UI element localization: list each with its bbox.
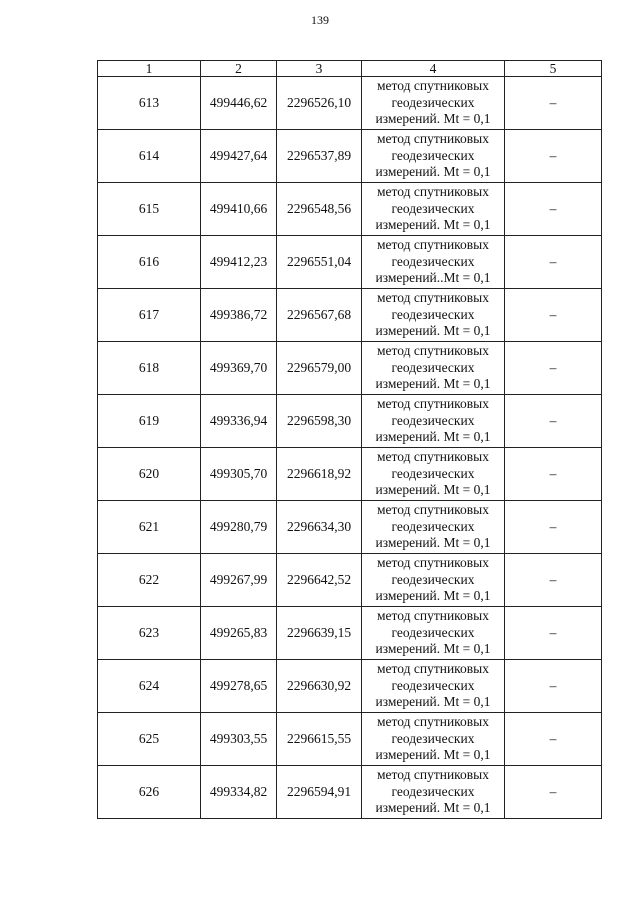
y-coordinate-cell: 2296567,68 <box>277 289 362 342</box>
method-text-line: метод спутниковых <box>377 78 489 94</box>
y-coordinate-cell: 2296634,30 <box>277 501 362 554</box>
y-coordinate-cell: 2296526,10 <box>277 77 362 130</box>
x-coordinate-cell: 499410,66 <box>201 183 277 236</box>
y-coordinate-cell: 2296639,15 <box>277 607 362 660</box>
y-coordinate-cell: 2296642,52 <box>277 554 362 607</box>
point-number-cell: 626 <box>98 766 201 819</box>
method-cell <box>362 607 505 660</box>
point-number-cell: 623 <box>98 607 201 660</box>
y-coordinate-cell: 2296594,91 <box>277 766 362 819</box>
method-text-line: измерений. Mt = 0,1 <box>375 376 491 392</box>
y-coordinate-cell: 2296630,92 <box>277 660 362 713</box>
method-text-line: геодезических <box>391 518 475 534</box>
point-number-cell: 619 <box>98 395 201 448</box>
note-cell: – <box>505 607 602 660</box>
method-text-line: метод спутниковых <box>377 396 489 412</box>
point-number-cell: 622 <box>98 554 201 607</box>
method-text-line: геодезических <box>391 94 475 110</box>
method-text-line: геодезических <box>391 571 475 587</box>
method-text-line: геодезических <box>391 624 475 640</box>
coordinates-table <box>97 60 602 819</box>
method-text-line: геодезических <box>391 359 475 375</box>
method-text-line: метод спутниковых <box>377 184 489 200</box>
page-number: 139 <box>311 13 329 27</box>
x-coordinate-cell: 499386,72 <box>201 289 277 342</box>
x-coordinate-cell: 499336,94 <box>201 395 277 448</box>
method-text-line: измерений. Mt = 0,1 <box>375 111 491 127</box>
x-coordinate-cell: 499278,65 <box>201 660 277 713</box>
method-text-line: измерений. Mt = 0,1 <box>375 429 491 445</box>
column-header-1: 1 <box>98 61 201 77</box>
method-text-line: измерений. Mt = 0,1 <box>375 800 491 816</box>
method-text-line: геодезических <box>391 200 475 216</box>
column-header-4: 4 <box>362 61 505 77</box>
note-cell: – <box>505 395 602 448</box>
y-coordinate-cell: 2296598,30 <box>277 395 362 448</box>
method-cell <box>362 77 505 130</box>
method-cell <box>362 289 505 342</box>
method-text-line: измерений. Mt = 0,1 <box>375 694 491 710</box>
method-text-line: геодезических <box>391 783 475 799</box>
table-row <box>98 130 602 183</box>
method-text-line: измерений. Mt = 0,1 <box>375 482 491 498</box>
note-cell: – <box>505 554 602 607</box>
table-row <box>98 236 602 289</box>
note-cell: – <box>505 183 602 236</box>
x-coordinate-cell: 499303,55 <box>201 713 277 766</box>
table-row <box>98 660 602 713</box>
x-coordinate-cell: 499446,62 <box>201 77 277 130</box>
method-text-line: геодезических <box>391 306 475 322</box>
method-cell <box>362 342 505 395</box>
method-text-line: метод спутниковых <box>377 714 489 730</box>
y-coordinate-cell: 2296615,55 <box>277 713 362 766</box>
method-text-line: геодезических <box>391 147 475 163</box>
method-cell <box>362 130 505 183</box>
method-cell <box>362 448 505 501</box>
note-cell: – <box>505 236 602 289</box>
point-number-cell: 625 <box>98 713 201 766</box>
x-coordinate-cell: 499427,64 <box>201 130 277 183</box>
method-text-line: измерений. Mt = 0,1 <box>375 747 491 763</box>
method-cell <box>362 660 505 713</box>
method-text-line: метод спутниковых <box>377 131 489 147</box>
table-row <box>98 183 602 236</box>
note-cell: – <box>505 289 602 342</box>
note-cell: – <box>505 660 602 713</box>
table-row <box>98 501 602 554</box>
point-number-cell: 618 <box>98 342 201 395</box>
method-text-line: метод спутниковых <box>377 502 489 518</box>
table-row <box>98 448 602 501</box>
method-text-line: измерений. Mt = 0,1 <box>375 535 491 551</box>
method-text-line: измерений..Mt = 0,1 <box>375 270 491 286</box>
table-row <box>98 713 602 766</box>
method-cell <box>362 395 505 448</box>
table-row <box>98 607 602 660</box>
method-cell <box>362 713 505 766</box>
method-text-line: геодезических <box>391 253 475 269</box>
x-coordinate-cell: 499334,82 <box>201 766 277 819</box>
method-text-line: измерений. Mt = 0,1 <box>375 217 491 233</box>
x-coordinate-cell: 499412,23 <box>201 236 277 289</box>
column-header-3: 3 <box>277 61 362 77</box>
method-text-line: геодезических <box>391 677 475 693</box>
table-row <box>98 342 602 395</box>
table-row <box>98 77 602 130</box>
column-header-2: 2 <box>201 61 277 77</box>
note-cell: – <box>505 448 602 501</box>
method-cell <box>362 183 505 236</box>
point-number-cell: 617 <box>98 289 201 342</box>
table-row <box>98 289 602 342</box>
method-text-line: метод спутниковых <box>377 449 489 465</box>
method-text-line: метод спутниковых <box>377 343 489 359</box>
note-cell: – <box>505 77 602 130</box>
method-cell <box>362 501 505 554</box>
note-cell: – <box>505 342 602 395</box>
method-text-line: метод спутниковых <box>377 237 489 253</box>
point-number-cell: 614 <box>98 130 201 183</box>
point-number-cell: 621 <box>98 501 201 554</box>
method-text-line: метод спутниковых <box>377 661 489 677</box>
point-number-cell: 620 <box>98 448 201 501</box>
table-row <box>98 766 602 819</box>
note-cell: – <box>505 130 602 183</box>
method-text-line: геодезических <box>391 412 475 428</box>
note-cell: – <box>505 713 602 766</box>
method-text-line: метод спутниковых <box>377 290 489 306</box>
method-text-line: измерений. Mt = 0,1 <box>375 588 491 604</box>
method-text-line: метод спутниковых <box>377 555 489 571</box>
note-cell: – <box>505 501 602 554</box>
method-text-line: метод спутниковых <box>377 608 489 624</box>
point-number-cell: 624 <box>98 660 201 713</box>
method-text-line: измерений. Mt = 0,1 <box>375 164 491 180</box>
y-coordinate-cell: 2296551,04 <box>277 236 362 289</box>
method-text-line: геодезических <box>391 730 475 746</box>
method-cell <box>362 554 505 607</box>
point-number-cell: 616 <box>98 236 201 289</box>
table-header-row <box>98 61 602 77</box>
x-coordinate-cell: 499305,70 <box>201 448 277 501</box>
column-header-5: 5 <box>505 61 602 77</box>
y-coordinate-cell: 2296618,92 <box>277 448 362 501</box>
method-cell <box>362 766 505 819</box>
x-coordinate-cell: 499280,79 <box>201 501 277 554</box>
point-number-cell: 615 <box>98 183 201 236</box>
method-cell <box>362 236 505 289</box>
point-number-cell: 613 <box>98 77 201 130</box>
y-coordinate-cell: 2296548,56 <box>277 183 362 236</box>
x-coordinate-cell: 499369,70 <box>201 342 277 395</box>
method-text-line: измерений. Mt = 0,1 <box>375 323 491 339</box>
table-row <box>98 554 602 607</box>
method-text-line: геодезических <box>391 465 475 481</box>
y-coordinate-cell: 2296537,89 <box>277 130 362 183</box>
y-coordinate-cell: 2296579,00 <box>277 342 362 395</box>
table-row <box>98 395 602 448</box>
note-cell: – <box>505 766 602 819</box>
x-coordinate-cell: 499267,99 <box>201 554 277 607</box>
method-text-line: измерений. Mt = 0,1 <box>375 641 491 657</box>
method-text-line: метод спутниковых <box>377 767 489 783</box>
x-coordinate-cell: 499265,83 <box>201 607 277 660</box>
